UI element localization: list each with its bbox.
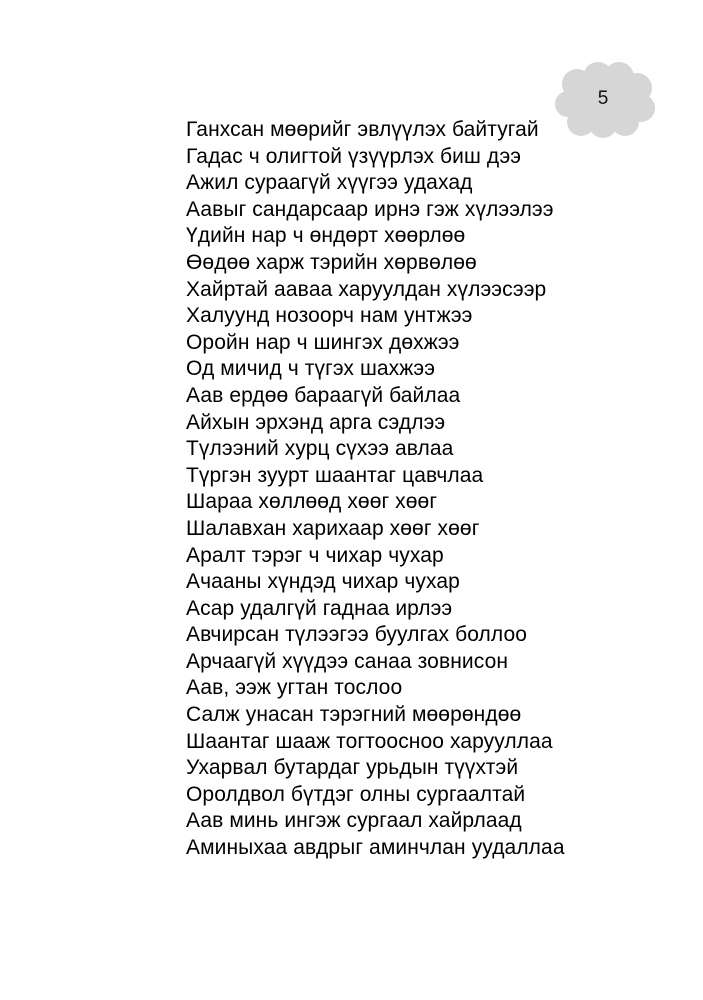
poem-line: Өөдөө харж тэрийн хөрвөлөө [186, 250, 477, 274]
poem-line: Аав, ээж угтан тослоо [186, 676, 403, 700]
poem-line: Үдийн нар ч өндөрт хөөрлөө [186, 224, 466, 248]
poem-line: Шалавхан харихаар хөөг хөөг [186, 516, 480, 540]
poem-line: Аралт тэрэг ч чихар чухар [186, 543, 444, 567]
poem-line: Аминыхаа авдрыг аминчлан уудаллаа [186, 836, 565, 860]
poem-line: Ганхсан мөөрийг эвлүүлэх байтугай [186, 118, 539, 141]
poem-line: Аав минь ингэж сургаал хайрлаад [186, 809, 522, 833]
poem-line: Оройн нар ч шингэх дөхжээ [186, 330, 460, 354]
poem-line: Айхын эрхэнд арга сэдлээ [186, 410, 446, 434]
poem-line: Гадас ч олигтой үзүүрлэх биш дээ [186, 144, 522, 168]
poem-line: Оролдвол бүтдэг олны сургаалтай [186, 782, 526, 806]
poem-line: Арчаагүй хүүдээ санаа зовнисон [186, 649, 509, 673]
poem-line: Ачааны хүндэд чихар чухар [186, 570, 460, 594]
poem-line: Шараа хөллөөд хөөг хөөг [186, 490, 438, 514]
poem-line: Од мичид ч түгэх шахжээ [186, 357, 436, 381]
poem-line: Аавыг сандарсаар ирнэ гэж хүлээлээ [186, 197, 554, 221]
page-number-cloud [555, 62, 655, 138]
poem-line: Авчирсан түлээгээ буулгах боллоо [186, 623, 528, 647]
poem-line: Түлээний хурц сүхээ авлаа [186, 437, 454, 461]
poem-line: Асар удалгүй гаднаа ирлээ [186, 596, 453, 620]
poem-text [186, 117, 565, 862]
poem-line: Аав ердөө бараагүй байлаа [186, 383, 461, 407]
poem-line: Хайртай аавaa харуулдан хүлээсээр [186, 277, 547, 301]
poem-line: Шаантаг шааж тогтоосноо харууллаа [186, 729, 553, 753]
poem-line: Ухарвал бутардаг урьдын түүхтэй [186, 756, 519, 780]
poem-line: Халуунд нозоорч нам унтжээ [186, 304, 473, 328]
poem-line: Салж унасан тэрэгний мөөрөндөө [186, 703, 522, 727]
poem-line: Түргэн зуурт шаантаг цавчлаа [186, 463, 484, 487]
page-number: 5 [597, 88, 609, 109]
poem-line: Ажил сураагүй хүүгээ удахад [186, 171, 473, 195]
